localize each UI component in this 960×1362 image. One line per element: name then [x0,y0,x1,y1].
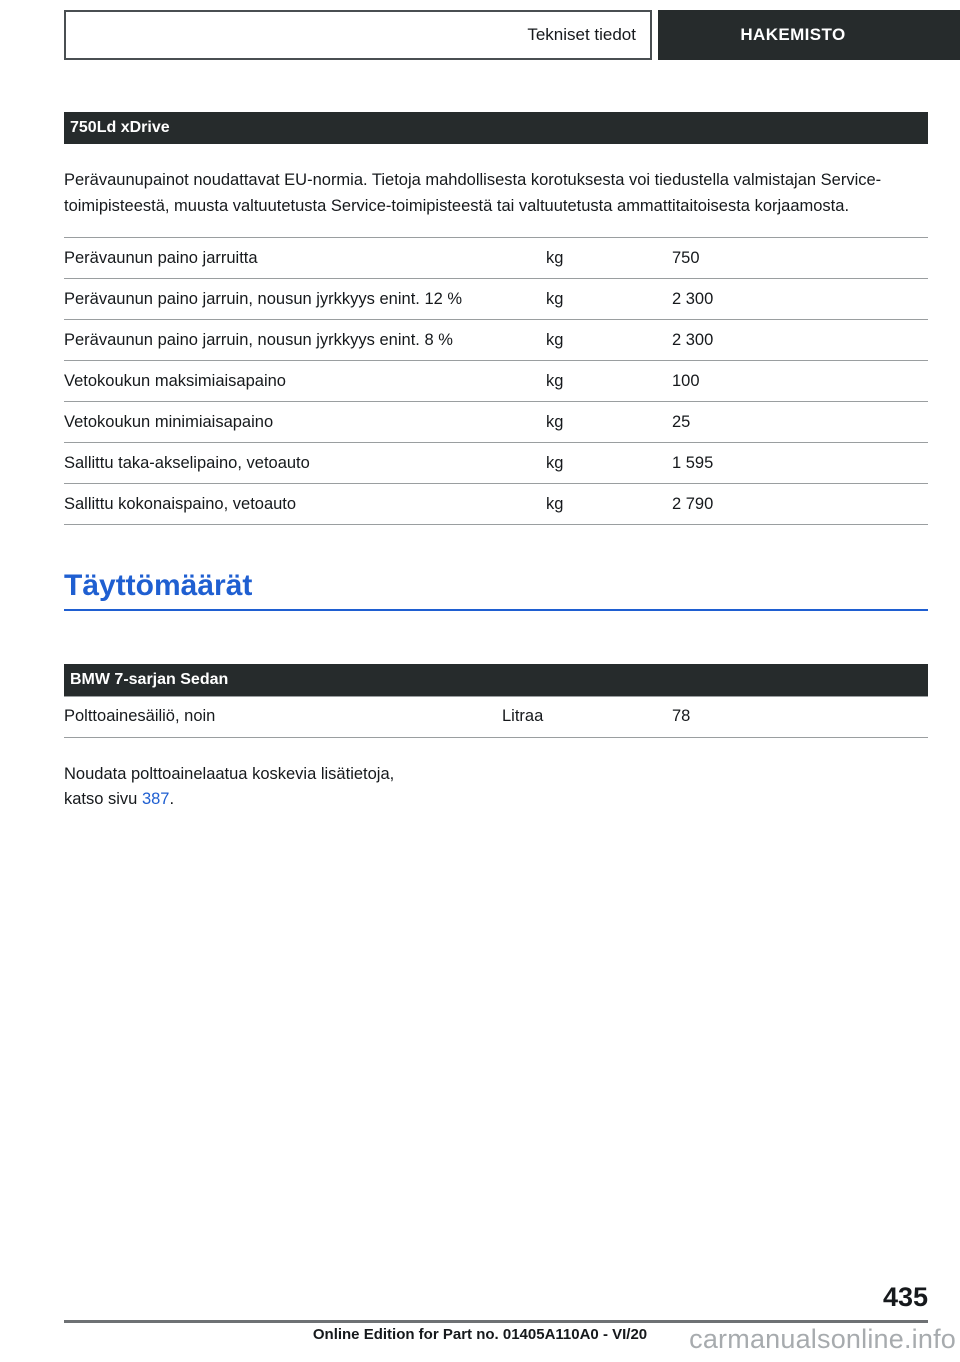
row-unit: kg [546,402,672,443]
trailer-weights-body [64,238,928,525]
table-row [64,361,928,402]
section-bar-model-label: 750Ld xDrive [70,119,170,136]
row-value: 750 [672,238,928,279]
row-value: 1 595 [672,443,928,484]
page-title-tayttomaarat: Täyttömäärät [64,569,928,611]
row-label: Polttoainesäiliö, noin [64,696,502,737]
row-value: 2 300 [672,320,928,361]
table-row [64,320,928,361]
row-unit: kg [546,484,672,525]
row-label: Sallittu taka-akselipaino, vetoauto [64,443,546,484]
row-unit: kg [546,320,672,361]
table-row [64,238,928,279]
note-line-2-suffix: . [169,789,175,808]
section-bar-bmw-sedan [64,664,928,696]
row-value: 2 300 [672,279,928,320]
watermark-text: carmanualsonline.info [689,1324,956,1354]
table-row [64,443,928,484]
fuel-quality-note [64,762,928,812]
tab-tekniset-tiedot-label: Tekniset tiedot [527,25,636,44]
heading-spacer [64,636,928,664]
table-row [64,484,928,525]
page-header [0,10,960,62]
row-unit: kg [546,238,672,279]
row-unit: kg [546,279,672,320]
capacities-table [64,696,928,738]
row-label: Vetokoukun maksimiaisapaino [64,361,546,402]
row-value: 100 [672,361,928,402]
row-label: Perävaunun paino jarruin, nousun jyrkkyys enint. 8 % [64,320,546,361]
row-label: Perävaunun paino jarruin, nousun jyrkkyys enint. 12 % [64,279,546,320]
row-label: Vetokoukun minimiaisapaino [64,402,546,443]
table-row [64,696,928,737]
note-line-1: Noudata polttoainelaatua koskevia lisätietoja, [64,764,395,783]
capacities-body [64,696,928,737]
tab-tekniset-tiedot[interactable] [64,10,652,60]
table-row [64,402,928,443]
trailer-weights-table [64,237,928,525]
section-bar-model [64,112,928,144]
section-bar-bmw-sedan-label: BMW 7-sarjan Sedan [70,670,229,688]
row-value: 25 [672,402,928,443]
page-footer [0,1282,960,1362]
tab-hakemisto[interactable] [658,10,960,60]
footer-edition-text: Online Edition for Part no. 01405A110A0 - VI/20 [312,1326,648,1343]
row-label: Sallittu kokonaispaino, vetoauto [64,484,546,525]
row-unit: Litraa [502,696,672,737]
row-value: 78 [672,696,928,737]
row-label: Perävaunun paino jarruitta [64,238,546,279]
intro-paragraph: Perävaunupainot noudattavat EU-normia. Tietoja mahdollisesta korotuksesta voi tiedustella valmistajan Service-toimipisteestä, muusta valtuutetusta Service-toimipisteestä tai valtuutetusta ammattitaitoisesta korjaamosta. [64,170,882,215]
row-unit: kg [546,361,672,402]
page-content [64,112,928,828]
row-unit: kg [546,443,672,484]
note-line-2-prefix: katso sivu [64,789,142,808]
row-value: 2 790 [672,484,928,525]
tab-hakemisto-label: HAKEMISTO [740,25,846,44]
table-row [64,279,928,320]
page-reference-link[interactable]: 387 [141,789,170,808]
page-number: 435 [882,1282,928,1312]
footer-divider [64,1320,928,1323]
